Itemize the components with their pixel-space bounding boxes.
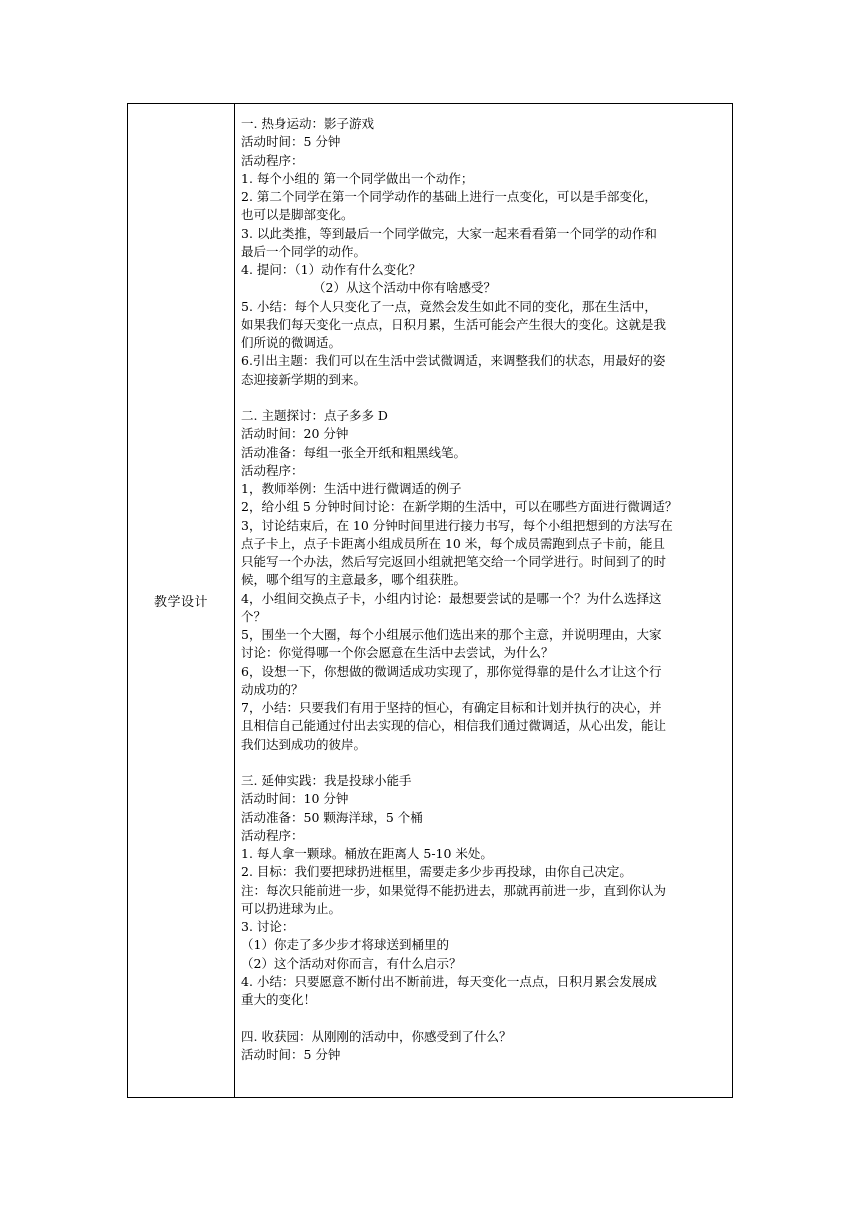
text-line: 候，哪个组写的主意最多，哪个组获胜。 xyxy=(241,572,467,588)
text-line: 活动程序： xyxy=(241,827,304,843)
content-cell xyxy=(235,104,733,1098)
text-line: 4. 小结：只要愿意不断付出不断前进，每天变化一点点，日积月累会发展成 xyxy=(241,973,657,989)
text-line: 4，小组间交换点子卡，小组内讨论：最想要尝试的是哪一个？为什么选择这 xyxy=(241,590,662,606)
spacer xyxy=(241,1009,726,1027)
text-line: 1，教师举例：生活中进行微调适的例子 xyxy=(241,481,462,496)
row-label-cell xyxy=(128,104,235,1098)
text-line: 7，小结：只要我们有用于坚持的恒心，有确定目标和计划并执行的决心，并 xyxy=(241,700,662,715)
text-line: 点子卡上，点子卡距离小组成员所在 10 米，每个成员需跑到点子卡前，能且 xyxy=(241,535,665,551)
text-line: 6，设想一下，你想做的微调适成功实现了，那你觉得靠的是什么才让这个行 xyxy=(241,663,662,679)
text-line: 且相信自己能通过付出去实现的信心，相信我们通过微调适，从心出发，能让 xyxy=(241,718,667,734)
text-line: 5，围坐一个大圈，每个小组展示他们选出来的那个主意，并说明理由，大家 xyxy=(241,627,662,642)
text-line: （2）从这个活动中你有啥感受？ xyxy=(313,280,496,296)
spacer xyxy=(241,389,726,407)
text-line: 动成功的？ xyxy=(241,681,304,697)
text-line: 2，给小组 5 分钟时间讨论：在新学期的生活中，可以在哪些方面进行微调适？ xyxy=(241,499,678,515)
text-line: 活动准备：50 颗海洋球，5 个桶 xyxy=(241,809,423,825)
text-line: 只能写一个办法，然后写完返回小组就把笔交给一个同学进行。时间到了的时 xyxy=(241,554,667,569)
section-topic xyxy=(241,407,726,754)
text-line: 重大的变化！ xyxy=(241,992,317,1007)
section-heading: 三. 延伸实践：我是投球小能手 xyxy=(241,773,412,788)
text-line: 1. 每人拿一颗球。桶放在距离人 5-10 米处。 xyxy=(241,846,493,861)
text-line: 活动时间：10 分钟 xyxy=(241,791,349,807)
text-line: 活动时间：5 分钟 xyxy=(241,134,341,150)
text-line: 们所说的微调适。 xyxy=(241,335,342,350)
text-line: 3. 以此类推，等到最后一个同学做完，大家一起来看看第一个同学的动作和 xyxy=(241,225,657,241)
section-practice xyxy=(241,772,726,1009)
text-line: 个？ xyxy=(241,608,267,624)
spacer xyxy=(241,754,726,772)
text-line: 也可以是脚部变化。 xyxy=(241,207,354,223)
text-line: 最后一个同学的动作。 xyxy=(241,243,367,259)
text-line: 活动程序： xyxy=(241,152,304,168)
table-row xyxy=(128,104,733,1098)
text-line: 3. 讨论： xyxy=(241,919,295,934)
text-line: 活动时间：5 分钟 xyxy=(241,1046,341,1062)
text-line: 注：每次只能前进一步，如果觉得不能扔进去，那就再前进一步，直到你认为 xyxy=(241,882,667,898)
text-line: （1）你走了多少步才将球送到桶里的 xyxy=(241,937,449,953)
text-line: 5. 小结：每个人只变化了一点，竟然会发生如此不同的变化，那在生活中， xyxy=(241,298,657,314)
text-line: 讨论：你觉得哪一个你会愿意在生活中去尝试，为什么？ xyxy=(241,645,554,661)
text-line: 6.引出主题：我们可以在生活中尝试微调适，来调整我们的状态，用最好的姿 xyxy=(241,353,666,369)
lesson-plan-table xyxy=(127,103,733,1098)
row-label: 教学设计 xyxy=(153,595,208,610)
text-line: 可以扔进球为止。 xyxy=(241,900,342,916)
section-warmup xyxy=(241,115,726,389)
text-line: 我们达到成功的彼岸。 xyxy=(241,736,367,752)
text-line: 如果我们每天变化一点点，日积月累，生活可能会产生很大的变化。这就是我 xyxy=(241,316,667,332)
text-line: 态迎接新学期的到来。 xyxy=(241,371,367,387)
text-line: 活动时间：20 分钟 xyxy=(241,426,349,442)
section-heading: 一. 热身运动：影子游戏 xyxy=(241,116,374,131)
text-line: 活动准备：每组一张全开纸和粗黑线笔。 xyxy=(241,444,467,460)
text-line: 2. 目标：我们要把球扔进框里，需要走多少步再投球，由你自己决定。 xyxy=(241,864,632,880)
text-line: 2. 第二个同学在第一个同学动作的基础上进行一点变化，可以是手部变化， xyxy=(241,189,657,204)
text-line: 1. 每个小组的 第一个同学做出一个动作； xyxy=(241,170,474,186)
section-heading: 二. 主题探讨：点子多多 D xyxy=(241,408,388,423)
section-heading: 四. 收获园：从刚刚的活动中，你感受到了什么？ xyxy=(241,1028,512,1044)
text-line: 3，讨论结束后，在 10 分钟时间里进行接力书写，每个小组把想到的方法写在 xyxy=(241,517,673,533)
text-line: 活动程序： xyxy=(241,462,304,478)
text-line: （2）这个活动对你而言，有什么启示？ xyxy=(241,955,462,971)
text-line: 4. 提问：（1）动作有什么变化？ xyxy=(241,262,422,277)
section-harvest xyxy=(241,1028,726,1065)
